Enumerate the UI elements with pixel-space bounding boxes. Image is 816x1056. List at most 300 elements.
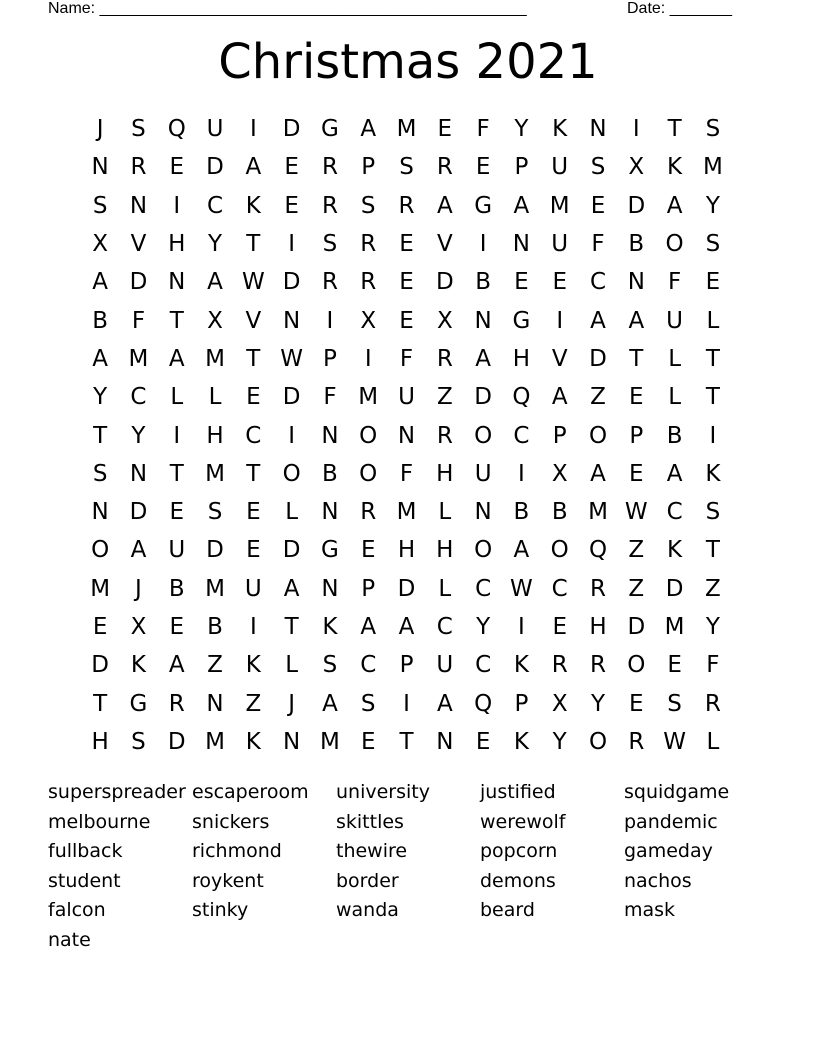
grid-letter: S: [207, 499, 223, 526]
grid-letter: I: [479, 231, 487, 258]
grid-letter: I: [403, 690, 410, 717]
grid-letter: E: [475, 154, 491, 181]
word-list-item: snickers: [192, 810, 270, 833]
grid-letter: P: [552, 422, 567, 449]
grid-letter: O: [588, 728, 608, 755]
grid-letter: T: [399, 728, 414, 755]
grid-letter: Q: [474, 690, 493, 717]
grid-letter: A: [322, 690, 338, 717]
grid-letter: W: [280, 345, 303, 372]
grid-letter: H: [168, 231, 186, 258]
grid-letter: M: [702, 154, 723, 181]
grid-letter: Q: [512, 384, 531, 411]
grid-letter: R: [628, 728, 645, 755]
grid-letter: T: [246, 460, 261, 487]
grid-letter: S: [399, 154, 414, 181]
name-field-label: Name: ________________________________________________: [48, 0, 527, 17]
grid-letter: F: [323, 384, 337, 411]
grid-letter: D: [474, 384, 492, 411]
grid-letter: P: [514, 154, 529, 181]
grid-letter: B: [551, 499, 568, 526]
grid-letter: S: [131, 728, 146, 755]
grid-letter: E: [552, 614, 567, 640]
grid-letter: D: [435, 269, 454, 296]
grid-letter: K: [513, 652, 529, 679]
grid-letter: S: [322, 231, 338, 258]
grid-letter: O: [588, 422, 608, 449]
grid-letter: B: [513, 499, 530, 526]
grid-letter: A: [168, 652, 185, 679]
grid-letter: T: [705, 384, 720, 411]
grid-letter: L: [668, 384, 682, 411]
grid-letter: C: [475, 652, 492, 679]
grid-letter: Z: [207, 652, 223, 679]
grid-letter: M: [320, 728, 340, 755]
grid-letter: N: [436, 728, 454, 755]
grid-letter: E: [629, 384, 644, 411]
grid-letter: S: [322, 652, 338, 679]
grid-letter: Z: [705, 575, 721, 602]
grid-letter: T: [284, 614, 299, 640]
grid-letter: D: [397, 575, 416, 602]
grid-letter: W: [510, 575, 533, 602]
grid-letter: E: [360, 728, 376, 755]
grid-letter: S: [360, 192, 376, 219]
grid-letter: B: [168, 575, 185, 602]
grid-letter: P: [361, 154, 376, 181]
grid-letter: E: [169, 154, 185, 181]
grid-letter: Z: [436, 384, 453, 411]
grid-letter: A: [513, 537, 530, 564]
grid-letter: R: [590, 652, 606, 679]
grid-letter: K: [245, 192, 261, 219]
grid-letter: E: [246, 384, 261, 411]
word-list-item: popcorn: [480, 840, 558, 863]
grid-letter: S: [590, 154, 606, 181]
grid-letter: R: [551, 652, 568, 679]
grid-letter: T: [246, 345, 261, 372]
grid-letter: T: [93, 422, 108, 449]
grid-letter: H: [436, 460, 454, 487]
grid-letter: K: [245, 652, 261, 679]
grid-letter: C: [207, 192, 224, 219]
grid-letter: C: [436, 614, 453, 640]
grid-letter: Z: [590, 384, 606, 411]
word-list-item: wanda: [336, 899, 399, 922]
word-list: [48, 778, 768, 956]
grid-letter: P: [399, 652, 414, 679]
grid-letter: I: [518, 460, 525, 487]
grid-letter: F: [399, 460, 414, 487]
grid-letter: H: [397, 537, 416, 564]
grid-letter: A: [92, 269, 109, 296]
grid-letter: I: [556, 307, 564, 334]
grid-letter: X: [130, 614, 147, 640]
grid-letter: A: [666, 192, 683, 219]
grid-letter: R: [321, 154, 338, 181]
grid-letter: H: [436, 537, 454, 564]
grid-letter: N: [627, 269, 645, 296]
grid-letter: Z: [628, 537, 645, 564]
grid-letter: R: [360, 231, 377, 258]
grid-letter: I: [249, 614, 257, 640]
grid-letter: A: [666, 460, 683, 487]
grid-letter: D: [282, 384, 301, 411]
grid-letter: C: [666, 499, 683, 526]
grid-letter: U: [244, 575, 262, 602]
grid-letter: D: [206, 154, 224, 181]
grid-letter: Y: [476, 614, 491, 640]
grid-letter: O: [282, 460, 301, 487]
grid-letter: V: [436, 231, 453, 258]
grid-letter: K: [705, 460, 721, 487]
grid-letter: I: [364, 345, 372, 372]
word-list-item: border: [336, 869, 399, 892]
grid-letter: Z: [245, 690, 262, 717]
grid-letter: A: [92, 345, 109, 372]
word-list-item: mask: [624, 899, 676, 922]
grid-letter: M: [205, 728, 225, 755]
grid-letter: D: [589, 345, 607, 372]
grid-letter: Y: [705, 192, 720, 219]
grid-letter: B: [322, 460, 338, 487]
grid-letter: E: [399, 231, 414, 258]
grid-letter: D: [282, 116, 301, 143]
grid-letter: K: [245, 728, 261, 755]
grid-letter: Q: [167, 116, 186, 143]
grid-letter: T: [705, 345, 720, 372]
grid-letter: W: [624, 499, 648, 526]
grid-letter: E: [437, 116, 453, 143]
grid-letter: U: [398, 384, 415, 411]
word-list-item: roykent: [192, 869, 264, 892]
grid-letter: C: [360, 652, 377, 679]
word-list-item: justified: [480, 781, 556, 803]
grid-letter: O: [550, 537, 569, 564]
grid-letter: O: [359, 460, 378, 487]
grid-letter: A: [283, 575, 300, 602]
grid-letter: O: [474, 422, 493, 449]
grid-letter: E: [399, 307, 414, 334]
grid-letter: E: [284, 154, 299, 181]
grid-letter: T: [169, 307, 184, 334]
grid-letter: T: [246, 231, 261, 258]
grid-letter: C: [589, 269, 607, 296]
grid-letter: F: [706, 652, 720, 679]
grid-letter: X: [360, 307, 377, 334]
grid-letter: M: [358, 384, 379, 411]
letter-grid: [81, 110, 732, 761]
word-list-item: stinky: [192, 899, 249, 922]
grid-letter: D: [627, 614, 646, 640]
grid-letter: D: [91, 652, 109, 679]
grid-letter: G: [129, 690, 148, 717]
grid-letter: I: [288, 231, 296, 258]
grid-letter: T: [93, 690, 108, 717]
grid-letter: U: [474, 460, 492, 487]
grid-letter: A: [436, 690, 453, 717]
grid-letter: K: [322, 614, 338, 640]
grid-letter: S: [705, 231, 721, 258]
grid-letter: L: [706, 728, 720, 755]
grid-letter: Y: [208, 231, 223, 258]
grid-letter: I: [709, 422, 717, 449]
grid-letter: I: [518, 614, 525, 640]
grid-letter: Y: [93, 384, 108, 411]
grid-letter: M: [128, 345, 149, 372]
grid-letter: L: [285, 499, 299, 526]
grid-letter: E: [552, 269, 567, 296]
grid-letter: F: [399, 345, 414, 372]
grid-letter: H: [512, 345, 531, 372]
grid-letter: N: [512, 231, 531, 258]
word-list-item: werewolf: [480, 810, 566, 833]
grid-letter: N: [474, 307, 492, 334]
grid-letter: E: [475, 728, 491, 755]
grid-letter: D: [282, 537, 301, 564]
grid-letter: G: [512, 307, 531, 334]
grid-letter: U: [666, 307, 684, 334]
grid-letter: A: [436, 192, 453, 219]
word-list-item: university: [336, 781, 430, 803]
grid-letter: J: [288, 690, 296, 717]
grid-letter: X: [551, 690, 568, 717]
grid-letter: N: [129, 192, 148, 219]
grid-letter: D: [665, 575, 684, 602]
grid-letter: R: [704, 690, 721, 717]
word-list-item: demons: [480, 869, 556, 892]
grid-letter: L: [285, 652, 299, 679]
grid-letter: M: [396, 499, 417, 526]
grid-letter: K: [130, 652, 146, 679]
grid-letter: L: [208, 384, 222, 411]
grid-letter: N: [91, 499, 109, 526]
grid-letter: U: [206, 116, 224, 143]
grid-letter: W: [241, 269, 265, 296]
grid-letter: T: [169, 460, 184, 487]
grid-letter: R: [168, 690, 185, 717]
grid-letter: E: [246, 499, 261, 526]
grid-letter: P: [514, 690, 529, 717]
grid-letter: H: [206, 422, 224, 449]
grid-letter: U: [551, 231, 569, 258]
grid-letter: S: [360, 690, 376, 717]
grid-letter: E: [360, 537, 376, 564]
grid-letter: D: [129, 269, 148, 296]
grid-letter: J: [135, 575, 142, 602]
grid-letter: K: [513, 728, 529, 755]
grid-letter: L: [706, 307, 720, 334]
grid-letter: S: [667, 690, 682, 717]
grid-letter: C: [551, 575, 568, 602]
grid-letter: G: [321, 116, 339, 143]
grid-letter: W: [663, 728, 686, 755]
grid-letter: N: [206, 690, 224, 717]
grid-letter: M: [588, 499, 608, 526]
grid-letter: F: [591, 231, 605, 258]
grid-letter: Q: [588, 537, 608, 564]
word-list-item: squidgame: [624, 781, 730, 803]
grid-letter: S: [705, 499, 721, 526]
grid-letter: V: [245, 307, 262, 334]
grid-letter: R: [436, 154, 453, 181]
grid-letter: C: [245, 422, 262, 449]
word-list-item: superspreader: [48, 781, 186, 803]
word-list-item: gameday: [624, 840, 713, 863]
grid-letter: O: [359, 422, 378, 449]
grid-letter: P: [322, 345, 337, 372]
grid-letter: M: [90, 575, 111, 602]
grid-letter: P: [629, 422, 644, 449]
grid-letter: D: [129, 499, 148, 526]
grid-letter: R: [360, 269, 377, 296]
grid-letter: E: [629, 460, 644, 487]
grid-letter: A: [360, 614, 377, 640]
grid-letter: N: [321, 499, 339, 526]
grid-letter: C: [130, 384, 147, 411]
header: [48, 0, 748, 22]
grid-letter: L: [438, 575, 452, 602]
grid-letter: N: [91, 154, 109, 181]
grid-letter: T: [667, 116, 682, 143]
word-list-item: nachos: [624, 869, 692, 892]
grid-letter: N: [321, 575, 339, 602]
grid-letter: B: [628, 231, 645, 258]
grid-letter: L: [438, 499, 452, 526]
grid-letter: M: [205, 575, 225, 602]
grid-letter: H: [589, 614, 607, 640]
grid-letter: N: [474, 499, 492, 526]
grid-letter: N: [397, 422, 416, 449]
grid-letter: R: [590, 575, 606, 602]
grid-letter: D: [282, 269, 301, 296]
grid-letter: A: [168, 345, 185, 372]
grid-letter: N: [321, 422, 339, 449]
grid-letter: A: [245, 154, 262, 181]
grid-letter: D: [627, 192, 646, 219]
grid-letter: R: [130, 154, 147, 181]
grid-letter: N: [129, 460, 148, 487]
grid-letter: K: [667, 154, 683, 181]
grid-letter: M: [664, 614, 685, 640]
grid-letter: A: [628, 307, 645, 334]
grid-letter: S: [131, 116, 146, 143]
grid-letter: M: [205, 345, 225, 372]
grid-letter: N: [283, 307, 301, 334]
grid-letter: I: [173, 422, 181, 449]
grid-letter: U: [436, 652, 454, 679]
word-list-item: fullback: [48, 840, 123, 863]
grid-letter: O: [474, 537, 493, 564]
word-list-item: beard: [480, 899, 535, 922]
word-list-item: richmond: [192, 840, 282, 863]
grid-letter: E: [92, 614, 108, 640]
grid-letter: Y: [590, 690, 606, 717]
grid-letter: B: [92, 307, 109, 334]
grid-letter: L: [668, 345, 682, 372]
grid-letter: B: [207, 614, 223, 640]
puzzle-title: Christmas 2021: [218, 34, 598, 90]
grid-letter: E: [514, 269, 529, 296]
grid-letter: T: [629, 345, 644, 372]
grid-letter: I: [173, 192, 181, 219]
word-list-item: melbourne: [48, 810, 151, 833]
grid-letter: Z: [628, 575, 645, 602]
grid-letter: R: [436, 345, 453, 372]
grid-letter: I: [249, 116, 257, 143]
grid-letter: Y: [552, 728, 567, 755]
grid-letter: B: [475, 269, 491, 296]
grid-letter: R: [321, 192, 338, 219]
grid-letter: A: [590, 307, 606, 334]
grid-letter: E: [284, 192, 299, 219]
grid-letter: D: [167, 728, 186, 755]
grid-letter: I: [326, 307, 334, 334]
grid-letter: Y: [514, 116, 529, 143]
grid-letter: M: [205, 460, 225, 487]
grid-letter: K: [667, 537, 683, 564]
grid-letter: E: [399, 269, 414, 296]
word-list-item: nate: [48, 928, 91, 951]
grid-letter: B: [666, 422, 683, 449]
grid-letter: M: [549, 192, 570, 219]
grid-letter: V: [551, 345, 568, 372]
word-list-item: falcon: [48, 899, 106, 922]
grid-letter: J: [96, 116, 104, 143]
grid-letter: E: [169, 614, 185, 640]
grid-letter: N: [283, 728, 301, 755]
grid-letter: Y: [705, 614, 720, 640]
grid-letter: L: [170, 384, 184, 411]
grid-letter: X: [436, 307, 453, 334]
grid-letter: A: [475, 345, 491, 372]
grid-letter: K: [552, 116, 568, 143]
grid-letter: N: [589, 116, 607, 143]
grid-letter: R: [398, 192, 415, 219]
grid-letter: X: [207, 307, 223, 334]
word-list-item: student: [48, 869, 121, 892]
grid-letter: C: [513, 422, 530, 449]
grid-letter: I: [632, 116, 640, 143]
word-list-item: pandemic: [624, 810, 718, 833]
grid-letter: A: [130, 537, 147, 564]
grid-letter: M: [396, 116, 417, 143]
grid-letter: I: [288, 422, 296, 449]
grid-letter: R: [321, 269, 338, 296]
grid-letter: A: [551, 384, 568, 411]
grid-letter: E: [590, 192, 606, 219]
grid-letter: E: [246, 537, 261, 564]
grid-letter: G: [321, 537, 339, 564]
grid-letter: O: [91, 537, 110, 564]
grid-letter: S: [705, 116, 721, 143]
grid-letter: C: [475, 575, 492, 602]
grid-letter: A: [513, 192, 530, 219]
grid-letter: F: [476, 116, 490, 143]
grid-letter: O: [627, 652, 646, 679]
grid-letter: U: [551, 154, 569, 181]
grid-letter: S: [92, 460, 108, 487]
grid-letter: A: [398, 614, 415, 640]
grid-letter: U: [168, 537, 186, 564]
grid-letter: A: [590, 460, 606, 487]
grid-letter: V: [130, 231, 147, 258]
grid-letter: R: [360, 499, 377, 526]
word-list-item: thewire: [336, 840, 408, 863]
grid-letter: F: [131, 307, 146, 334]
grid-letter: H: [91, 728, 109, 755]
grid-letter: T: [705, 537, 720, 564]
